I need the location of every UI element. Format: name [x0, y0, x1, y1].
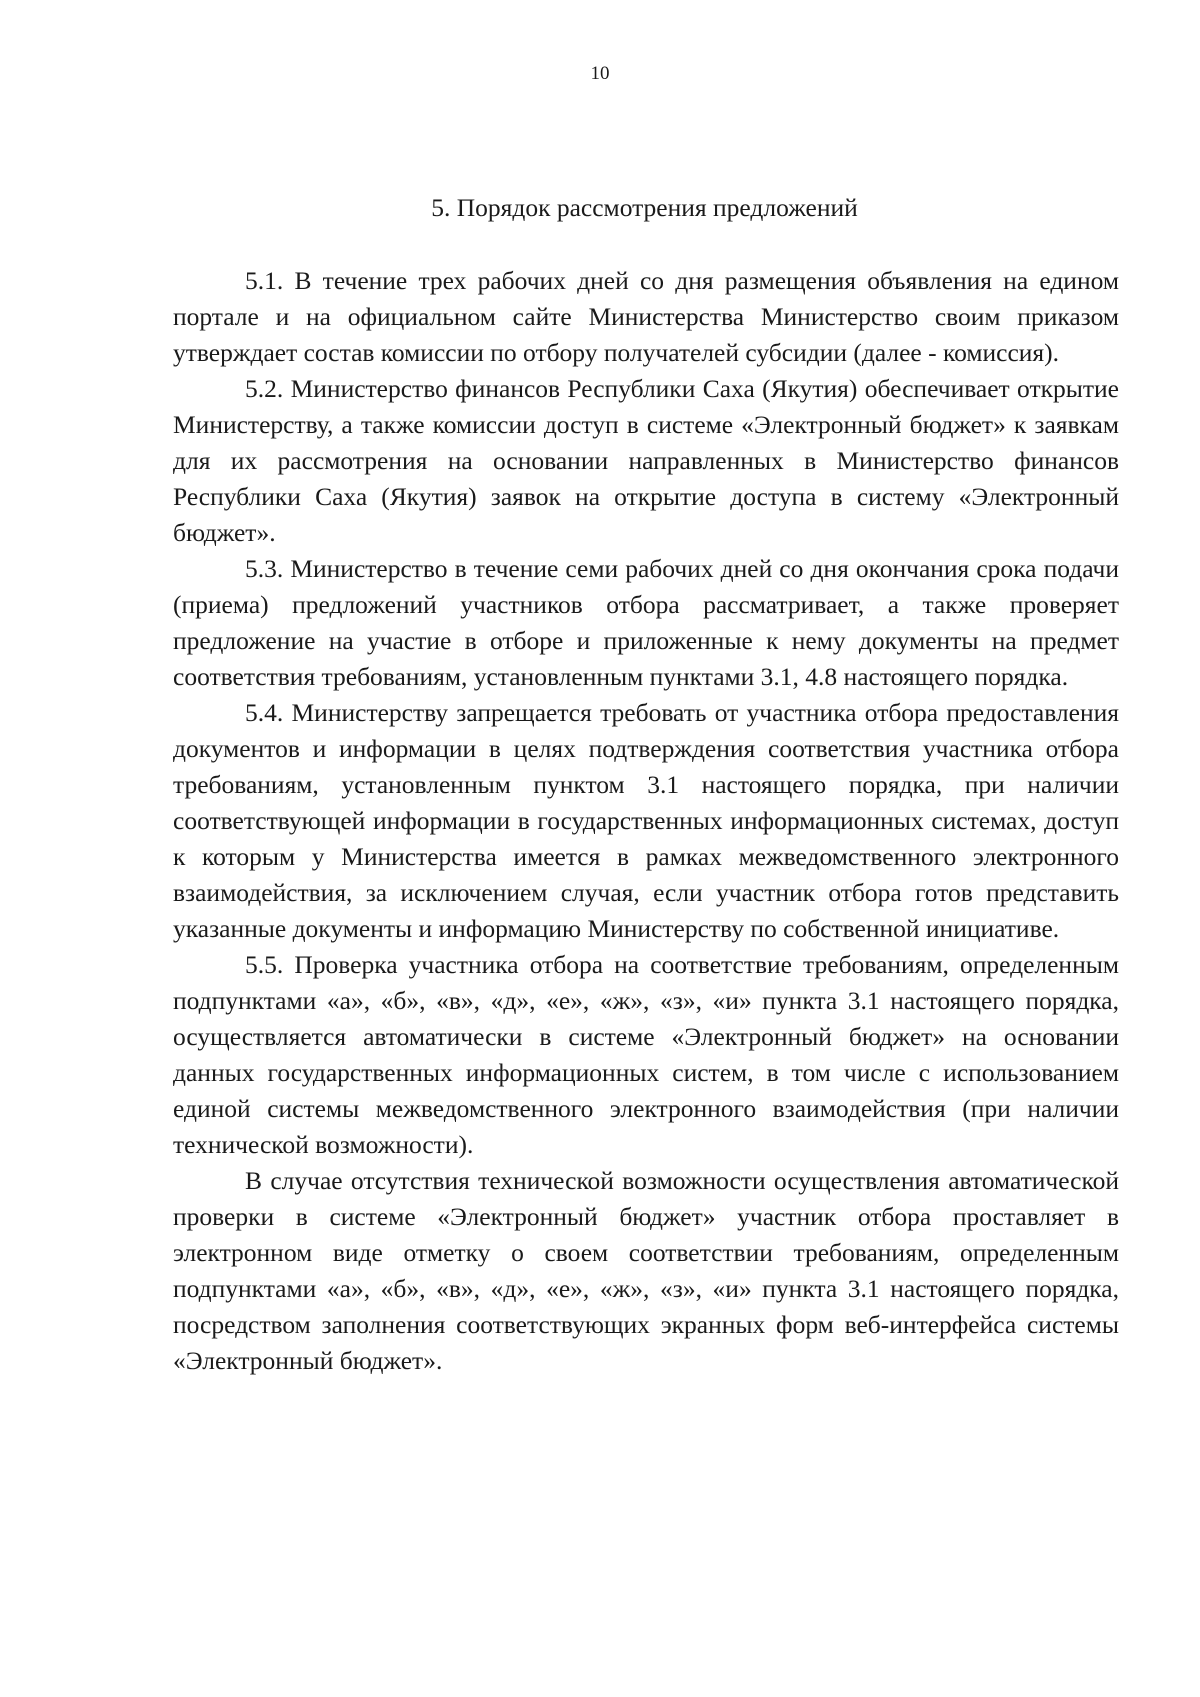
paragraph-5-3: 5.3. Министерство в течение семи рабочих дней со дня окончания срока подачи (приема) предложений участников отбора рассматривает, а также проверяет предложение на участие в отборе и приложенные к нему документы на предмет соответствия требованиям, установленным пунктами 3.1, 4.8 настоящего порядка. [173, 554, 1119, 691]
section-title: 5. Порядок рассмотрения предложений [431, 193, 858, 222]
paragraph-5-5: 5.5. Проверка участника отбора на соответствие требованиям, определенным подпунктами «а», «б», «в», «д», «е», «ж», «з», «и» пункта 3.1 настоящего порядка, осуществляется автоматически в системе «Электронный бюджет» на основании данных государственных информационных систем, в том числе с использованием единой системы межведомственного электронного взаимодействия (при наличии технической возможности). [173, 950, 1119, 1159]
paragraph-5-1: 5.1. В течение трех рабочих дней со дня размещения объявления на едином портале и на официальном сайте Министерства Министерство своим приказом утверждает состав комиссии по отбору получателей субсидии (далее - комиссия). [173, 266, 1119, 367]
paragraph-5-2: 5.2. Министерство финансов Республики Саха (Якутия) обеспечивает открытие Министерству, а также комиссии доступ в системе «Электронный бюджет» к заявкам для их рассмотрения на основании направленных в Министерство финансов Республики Саха (Якутия) заявок на открытие доступа в систему «Электронный бюджет». [173, 374, 1119, 547]
document-body [173, 263, 1119, 1379]
paragraph-5-4: 5.4. Министерству запрещается требовать от участника отбора предоставления документов и информации в целях подтверждения соответствия участника отбора требованиям, установленным пунктом 3.1 настоящего порядка, при наличии соответствующей информации в государственных информационных системах, доступ к которым у Министерства имеется в рамках межведомственного электронного взаимодействия, за исключением случая, если участник отбора готов представить указанные документы и информацию Министерству по собственной инициативе. [173, 698, 1119, 943]
paragraph-5-5-continued: В случае отсутствия технической возможности осуществления автоматической проверки в системе «Электронный бюджет» участник отбора проставляет в электронном виде отметку о своем соответствии требованиям, определенным подпунктами «а», «б», «в», «д», «е», «ж», «з», «и» пункта 3.1 настоящего порядка, посредством заполнения соответствующих экранных форм веб-интерфейса системы «Электронный бюджет». [173, 1166, 1119, 1375]
page-number: 10 [590, 63, 610, 84]
